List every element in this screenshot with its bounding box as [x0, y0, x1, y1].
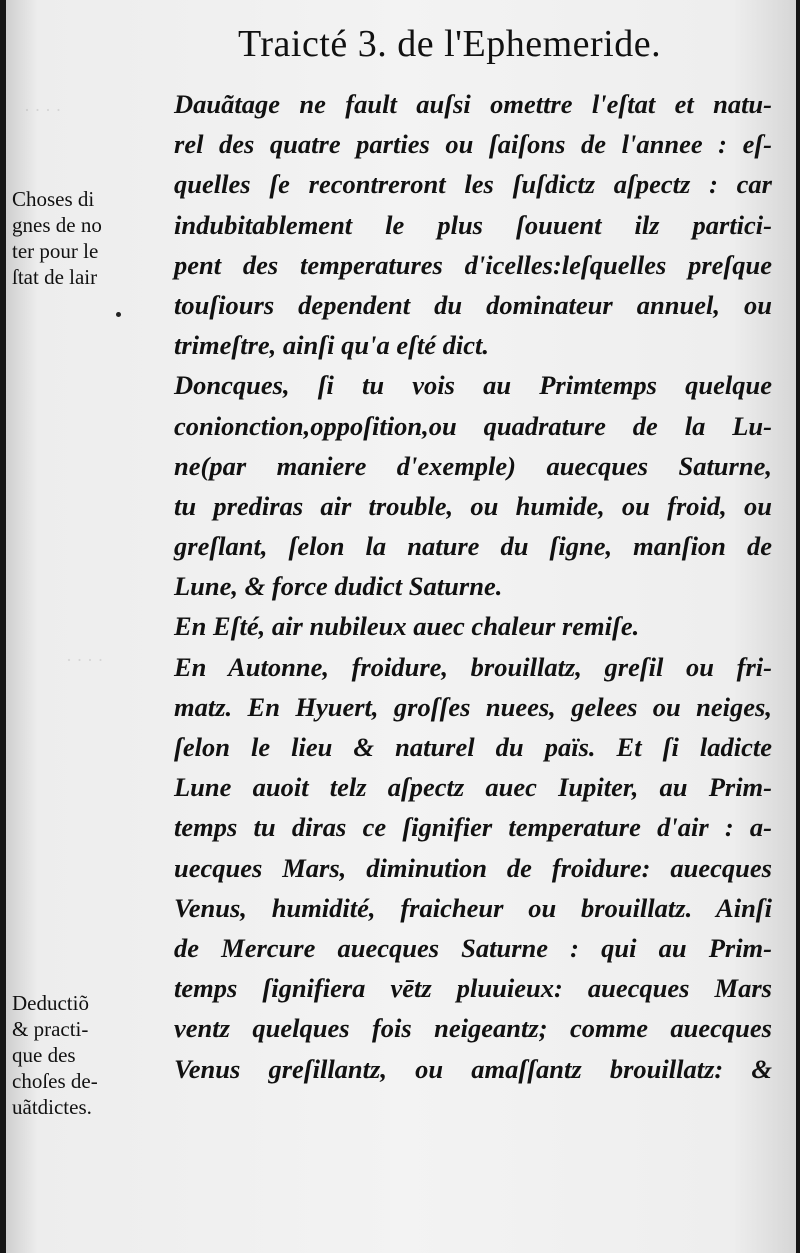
- text-line: Venus greſillantz, ou amaſſantz brouillatz: &: [174, 1053, 772, 1084]
- book-page: [6, 0, 796, 1253]
- text-line: Venus, humidité, fraicheur ou brouillatz. Ainſi: [174, 892, 772, 923]
- text-line: Doncques, ſi tu vois au Primtemps quelque: [174, 370, 772, 401]
- margin-note-line: ter pour le: [12, 239, 99, 263]
- margin-note-line: Deductiõ: [12, 991, 89, 1015]
- margin-note-line: ſtat de lair: [12, 265, 98, 289]
- margin-note-2: [12, 990, 98, 1120]
- text-line: Dauãtage ne fault auſsi omettre l'eſtat et natu-: [174, 89, 772, 119]
- margin-note-1: [12, 186, 102, 290]
- text-line: trimeſtre, ainſi qu'a eſté dict.: [174, 330, 490, 361]
- text-line: ne(par maniere d'exemple) auecques Saturne,: [174, 450, 772, 481]
- text-line: rel des quatre parties ou ſaiſons de l'annee : eſ-: [174, 129, 772, 160]
- margin-note-line: & practi-: [12, 1017, 89, 1041]
- text-line: Lune, & force dudict Saturne.: [174, 571, 503, 602]
- text-line: temps ſignifiera vētz pluuieux: auecques Mars: [174, 973, 772, 1004]
- text-line: tu prediras air trouble, ou humide, ou froid, ou: [174, 490, 772, 521]
- body-text: [174, 84, 772, 1089]
- text-line: temps tu diras ce ſignifier temperature d'air : a-: [174, 812, 772, 843]
- text-line: de Mercure auecques Saturne : qui au Prim-: [174, 932, 772, 963]
- text-line: conionction,oppoſition,ou quadrature de la Lu-: [174, 410, 772, 441]
- text-line: Lune auoit telz aſpectz auec Iupiter, au Prim-: [174, 772, 772, 803]
- text-line: En Autonne, froidure, brouillatz, greſil ou fri-: [174, 651, 772, 682]
- margin-note-line: uãtdictes.: [12, 1095, 92, 1119]
- margin-mark: [116, 312, 121, 317]
- text-line: pent des temperatures d'icelles:leſquelles preſque: [174, 249, 772, 280]
- bleed-through-text: · · · ·: [66, 650, 104, 670]
- text-line: ſelon le lieu & naturel du païs. Et ſi ladicte: [174, 732, 772, 762]
- text-line: indubitablement le plus ſouuent ilz partici-: [174, 209, 772, 240]
- text-line: greſlant, ſelon la nature du ſigne, manſion de: [174, 531, 772, 562]
- margin-note-line: choſes de-: [12, 1069, 98, 1093]
- margin-note-line: gnes de no: [12, 213, 102, 237]
- text-line: quelles ſe recontreront les ſuſdictz aſpectz : car: [174, 169, 772, 200]
- text-line: ventz quelques fois neigeantz; comme auecques: [174, 1013, 772, 1044]
- text-line: touſiours dependent du dominateur annuel, ou: [174, 289, 772, 320]
- text-line: En Eſté, air nubileux auec chaleur remiſe.: [174, 611, 640, 642]
- margin-note-line: Choses di: [12, 187, 95, 211]
- bleed-through-text: · · · ·: [24, 100, 62, 120]
- text-line: matz. En Hyuert, groſſes nuees, gelees ou neiges,: [174, 691, 772, 722]
- running-header: Traicté 3. de l'Ephemeride.: [238, 23, 662, 65]
- text-line: uecques Mars, diminution de froidure: auecques: [174, 852, 772, 883]
- margin-note-line: que des: [12, 1043, 76, 1067]
